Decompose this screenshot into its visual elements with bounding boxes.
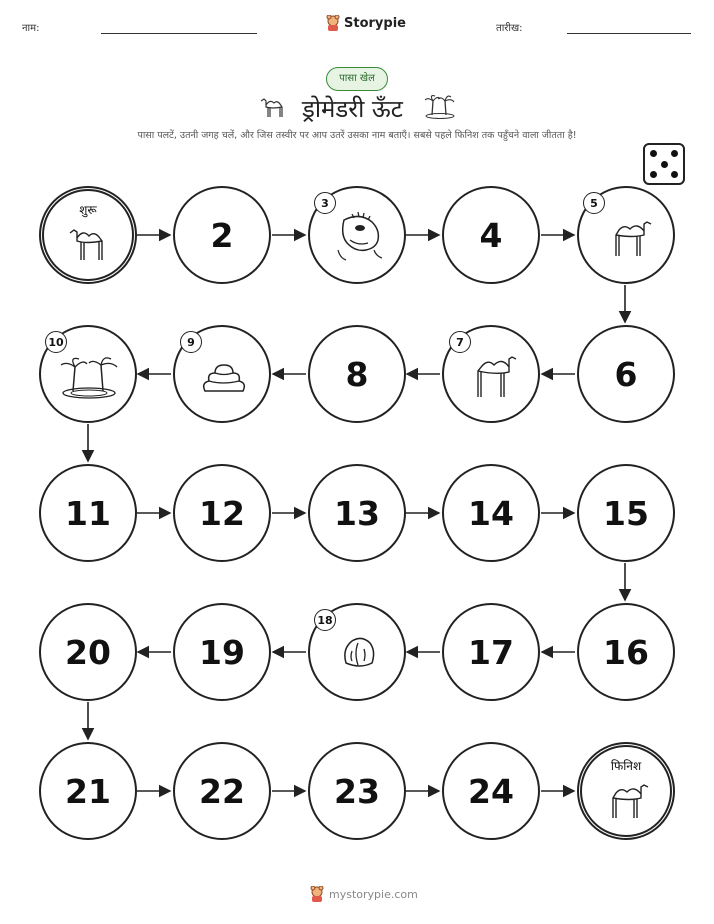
camel-icon — [66, 221, 110, 263]
camel-icon — [466, 351, 520, 401]
instructions: पासा पलटें, उतनी जगह चलें, और जिस तस्वीर पर आप उतरें उसका नाम बताएँ। सबसे पहले फिनिश तक पहुँचने वाला जीतता है! — [137, 130, 577, 141]
board-cell[interactable] — [442, 603, 540, 701]
cell-number: 14 — [468, 493, 514, 533]
footer-url[interactable]: mystorypie.com — [329, 887, 418, 901]
board-cell[interactable] — [442, 186, 540, 284]
dung-icon — [199, 357, 249, 397]
board-cell[interactable] — [39, 603, 137, 701]
cell-number: 6 — [614, 354, 638, 394]
brand-mascot-icon — [310, 886, 324, 902]
board-cell[interactable] — [39, 742, 137, 840]
cell-number-badge: 3 — [314, 192, 336, 214]
cell-number-badge: 5 — [583, 192, 605, 214]
cell-number: 21 — [65, 771, 111, 811]
cell-number: 20 — [65, 632, 111, 672]
cell-number: 19 — [199, 632, 245, 672]
board-cell-finish[interactable] — [577, 742, 675, 840]
board-cell[interactable] — [577, 464, 675, 562]
board-cell[interactable] — [308, 325, 406, 423]
cell-number-badge: 7 — [449, 331, 471, 353]
cell-number: 17 — [468, 632, 514, 672]
finish-label: फिनिश — [610, 759, 642, 773]
cell-number: 23 — [334, 771, 380, 811]
camel-foot-icon — [338, 633, 380, 675]
name-label: नाम: — [22, 23, 40, 34]
brand-name: Storypie — [344, 15, 406, 31]
footer — [310, 886, 418, 902]
cell-number-badge: 9 — [180, 331, 202, 353]
board-cell[interactable] — [173, 603, 271, 701]
cell-number: 4 — [479, 215, 503, 255]
camel-icon — [602, 779, 652, 821]
board-cell[interactable] — [39, 464, 137, 562]
board-cell[interactable] — [577, 603, 675, 701]
cell-number: 22 — [199, 771, 245, 811]
cell-number: 13 — [334, 493, 380, 533]
cell-number: 24 — [468, 771, 514, 811]
cell-number: 12 — [199, 493, 245, 533]
cell-number: 16 — [603, 632, 649, 672]
board-cell[interactable] — [173, 742, 271, 840]
board-cell[interactable] — [173, 464, 271, 562]
board-cell[interactable] — [173, 186, 271, 284]
camel-face-icon — [330, 210, 386, 262]
board-cell-start[interactable] — [39, 186, 137, 284]
board-cell[interactable] — [442, 464, 540, 562]
cell-number: 15 — [603, 493, 649, 533]
cell-number-badge: 18 — [314, 609, 336, 631]
board-cell[interactable] — [308, 742, 406, 840]
game-type-badge: पासा खेल — [326, 67, 388, 91]
cell-number-badge: 10 — [45, 331, 67, 353]
board-cell[interactable] — [442, 742, 540, 840]
board-cell[interactable] — [577, 325, 675, 423]
board-cell[interactable] — [308, 464, 406, 562]
start-label: शुरू — [79, 203, 97, 217]
date-label: तारीख: — [496, 23, 523, 34]
cell-number: 2 — [210, 215, 234, 255]
camel-icon — [603, 214, 655, 260]
oasis-icon — [59, 353, 121, 401]
page-title: ड्रोमेडरी ऊँट — [302, 95, 403, 123]
cell-number: 8 — [345, 354, 369, 394]
cell-number: 11 — [65, 493, 111, 533]
